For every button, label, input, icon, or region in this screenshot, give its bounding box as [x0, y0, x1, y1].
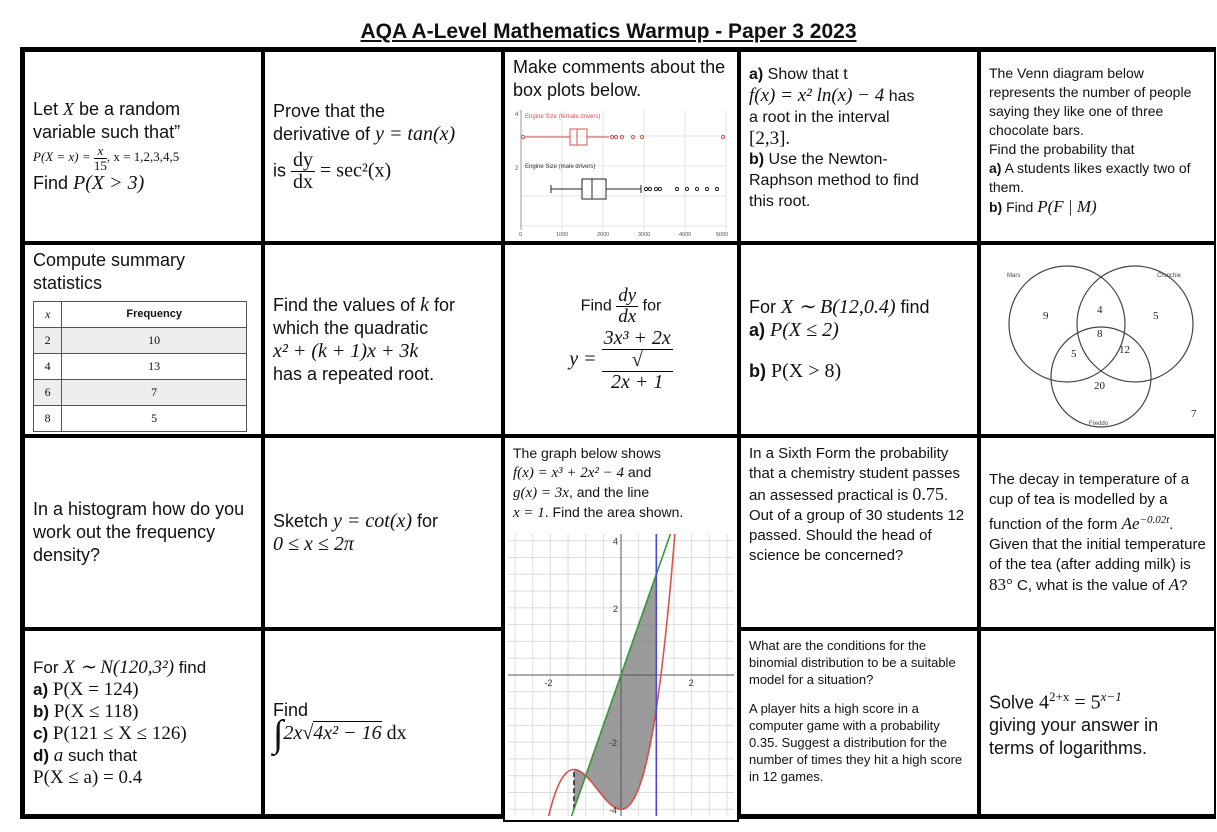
cell-differentiate-quotient: Find $\frac{dy}{dx}$ for y = 3x³ + 2x √ 2x + 1 [503, 243, 739, 436]
math: dy [618, 284, 637, 306]
math: P(X > 3) [73, 172, 145, 195]
x-tick: 3000 [638, 232, 651, 238]
part-label: a) [989, 160, 1002, 176]
text: The graph below shows [513, 445, 661, 461]
part-label: a) [749, 320, 766, 340]
math: x = 1 [513, 505, 545, 521]
table-cell: 13 [62, 354, 247, 380]
cell-sketch-cot [263, 436, 503, 629]
set-label: Freddo [1089, 421, 1109, 427]
cell-chemistry-practical [739, 436, 979, 629]
female-label: Engine Size (female drivers) [525, 114, 601, 120]
math: 2x [283, 722, 303, 745]
integral-sign: ∫ [273, 712, 284, 755]
cell-binomial [739, 243, 979, 436]
cell-venn-question [979, 50, 1216, 243]
text: A player hits a high score in a computer game with a probability 0.35. Suggest a distribution for the number of times they hit a high score in 12 games. [749, 701, 963, 784]
text: such that [63, 745, 138, 765]
text: has a repeated root. [273, 363, 435, 384]
text: . Out of a group of 30 students 12 passed. Should the head of science be concerned? [749, 487, 965, 564]
math: dx [381, 722, 407, 745]
text: Find [33, 173, 74, 194]
text: What are the conditions for the binomial distribution to be a suitable model for a situation? [749, 638, 956, 687]
x-tick: 2 [688, 678, 694, 688]
math: x² + (k + 1)x + 3k [273, 339, 419, 362]
table-cell: 8 [34, 406, 62, 432]
text: Let [33, 98, 64, 119]
math: A [1168, 574, 1180, 594]
text: find [895, 297, 930, 317]
cell-binomial-conditions [739, 629, 979, 816]
math: = [1069, 691, 1091, 714]
math: y = [569, 348, 602, 371]
text: has [884, 88, 915, 105]
text: be a random [74, 98, 181, 119]
y-tick: 4 [515, 112, 519, 118]
text: A students likes exactly two of them. [989, 160, 1191, 195]
math: 0.75 [912, 484, 944, 504]
text: which the quadratic [273, 317, 429, 338]
region-value: 5 [1153, 310, 1159, 322]
cell-area-graph [503, 436, 739, 822]
x-tick: 1000 [556, 232, 569, 238]
text: Raphson method to find [749, 172, 919, 189]
math: P(X ≤ a) = 0.4 [33, 766, 143, 788]
math: 3x³ + 2x [603, 327, 671, 350]
text: Use the Newton- [764, 151, 888, 168]
math: X [63, 98, 75, 119]
math: y = cot(x) [333, 509, 413, 532]
cell-solve-logs [979, 629, 1216, 816]
cell-summary-statistics [23, 243, 263, 436]
text: ? [1179, 576, 1188, 594]
text: Prove that the [273, 101, 386, 121]
math: dy [293, 149, 313, 171]
math: [2,3]. [749, 128, 791, 149]
set-label: Mars [1007, 273, 1021, 279]
frequency-table [33, 301, 247, 432]
part-label: b) [33, 701, 50, 721]
text: In a Sixth Form the probability that a chemistry student passes an assessed practical is [749, 445, 960, 504]
text: Make comments about the box plots below. [513, 57, 726, 100]
part-label: b) [749, 361, 766, 381]
y-tick: -4 [609, 805, 618, 816]
text: For [749, 297, 782, 317]
math: P(X ≤ 118) [49, 700, 139, 722]
math: f(x) = x² ln(x) − 4 [749, 85, 885, 106]
text: for [428, 294, 455, 315]
text: Compute summary statistics [33, 250, 186, 293]
math: 2x + 1 [602, 371, 673, 393]
cell-histogram [23, 436, 263, 629]
cell-newton-raphson [739, 50, 979, 243]
math: P(X = 124) [48, 678, 139, 700]
text: . Given that the initial temperature of the tea (after adding milk) is [989, 515, 1206, 573]
text: variable such that” [33, 121, 181, 142]
math: P(X = x) = [33, 148, 94, 164]
y-tick: 2 [613, 603, 619, 614]
math: f(x) = x³ + 2x² − 4 [513, 465, 624, 481]
text: for [412, 510, 439, 531]
math: 4x² − 16 [313, 722, 382, 745]
part-label: b) [989, 199, 1003, 215]
text: . Find the area shown. [544, 504, 684, 520]
math: dx [618, 305, 637, 327]
math: = sec²(x) [315, 159, 392, 182]
math: −0.02t [1139, 513, 1170, 526]
math: 83° [989, 574, 1013, 594]
table-cell: 7 [62, 380, 247, 406]
set-label: Crunchie [1157, 273, 1182, 279]
x-tick: 0 [519, 232, 523, 238]
text: this root. [749, 193, 811, 210]
text: find [174, 657, 207, 677]
math: X ∼ N(120,3²) [63, 656, 175, 678]
region-value: 4 [1097, 304, 1103, 316]
male-label: Engine Size (male drivers) [525, 164, 596, 170]
math: g(x) = 3x [513, 485, 569, 501]
table-header: x [34, 302, 62, 328]
y-tick: 4 [613, 536, 619, 547]
table-cell: 2 [34, 328, 62, 354]
part-label: d) [33, 745, 50, 765]
math: y = tan(x) [375, 123, 456, 145]
math: dx [293, 171, 313, 193]
math: 5 [1090, 691, 1101, 714]
region-value: 7 [1191, 408, 1197, 420]
y-tick: -2 [609, 738, 618, 749]
math: 2+x [1049, 688, 1070, 704]
math: Ae [1121, 513, 1140, 533]
pmf [33, 144, 253, 172]
math: 0 ≤ x ≤ 2π [273, 532, 354, 555]
cell-box-plots [503, 50, 739, 243]
math: P(X > 8) [766, 360, 842, 382]
text: C, what is the value of [1012, 576, 1169, 594]
x-tick: -2 [544, 678, 553, 688]
text: For [33, 657, 64, 677]
table-cell: 5 [62, 406, 247, 432]
text: The decay in temperature of a cup of tea is modelled by a function of the form [989, 470, 1190, 533]
warmup-grid [20, 47, 1216, 819]
cell-venn-diagram [979, 243, 1216, 436]
text: Find [1002, 199, 1038, 215]
math: 15 [93, 157, 107, 173]
part-label: a) [33, 679, 49, 699]
text: is [273, 160, 291, 181]
math: P(121 ≤ X ≤ 126) [48, 722, 187, 744]
text: The Venn diagram below represents the number of people saying they like one of three chocolate bars. [989, 65, 1192, 138]
math: x−1 [1100, 688, 1122, 704]
table-cell: 10 [62, 328, 247, 354]
cell-random-variable [23, 50, 263, 243]
cell-integral: Find ∫2x√4x² − 16 dx [263, 629, 503, 816]
female-box-plot [521, 129, 724, 145]
text: Find the probability that [989, 141, 1135, 157]
math: k [420, 293, 429, 316]
area-graph [508, 534, 734, 816]
math: 4 [1039, 691, 1050, 714]
cell-tea-decay [979, 436, 1216, 629]
text: a root in the interval [749, 109, 890, 126]
text: Find [273, 700, 309, 721]
part-label: a) [749, 66, 764, 83]
text: Find [580, 297, 617, 315]
cell-derivative-tan [263, 50, 503, 243]
text: Show that t [763, 66, 848, 83]
venn-diagram [985, 249, 1210, 429]
math: a [49, 744, 64, 766]
math: x [94, 144, 107, 159]
math: , x = 1,2,3,4,5 [106, 148, 180, 164]
text: In a histogram how do you work out the frequency density? [33, 499, 245, 565]
text: Find the values of [273, 294, 421, 315]
table-cell: 6 [34, 380, 62, 406]
text: , and the line [568, 484, 650, 500]
part-label: c) [33, 723, 49, 743]
region-value: 8 [1097, 328, 1103, 340]
box-plot-chart [511, 108, 733, 238]
text: giving your answer in terms of logarithms. [989, 715, 1159, 759]
cell-repeated-root [263, 243, 503, 436]
text: for [638, 297, 662, 315]
math: P(F | M) [1037, 197, 1097, 216]
text: Sketch [273, 510, 334, 531]
region-value: 5 [1071, 348, 1077, 360]
x-tick: 2000 [597, 232, 610, 238]
cell-normal-distribution [23, 629, 263, 816]
x-tick: 4000 [679, 232, 692, 238]
math: X ∼ B(12,0.4) [781, 296, 896, 318]
region-value: 9 [1043, 310, 1049, 322]
part-label: b) [749, 151, 765, 168]
math: P(X ≤ 2) [765, 319, 839, 341]
x-tick: 5000 [716, 232, 729, 238]
table-cell: 4 [34, 354, 62, 380]
region-value: 12 [1119, 344, 1130, 356]
table-header: Frequency [62, 302, 247, 328]
region-value: 20 [1094, 380, 1105, 392]
y-tick: 2 [515, 166, 519, 172]
text: Solve [989, 692, 1040, 713]
page-title: AQA A-Level Mathematics Warmup - Paper 3 2023 [360, 20, 857, 43]
text: derivative of [273, 124, 376, 144]
text: and [624, 464, 652, 480]
